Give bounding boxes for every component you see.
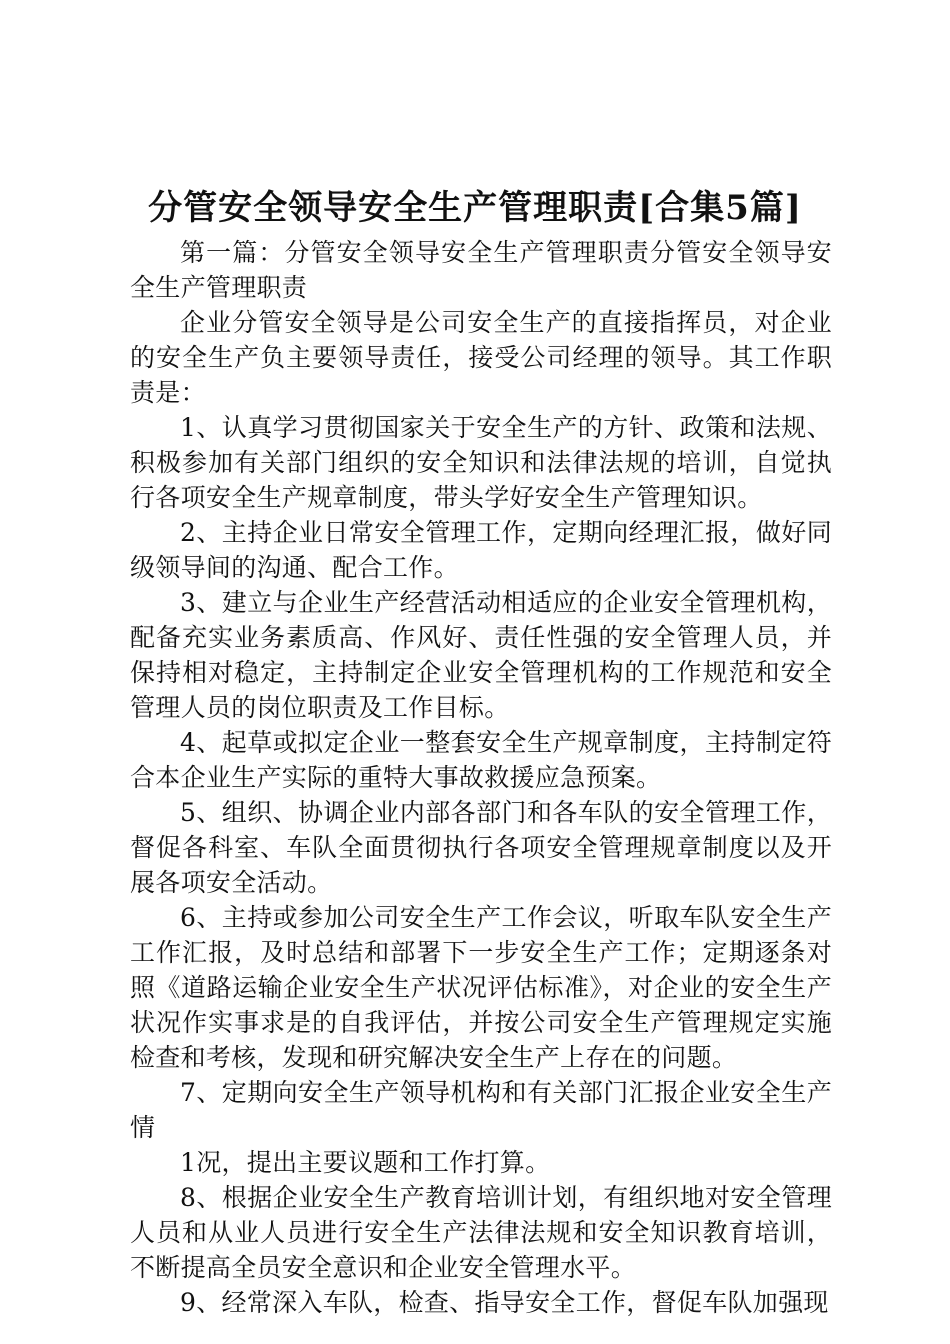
paragraph-item-7-continued: 1况，提出主要议题和工作打算。	[180, 1148, 551, 1177]
paragraph-item-4: 4、起草或拟定企业一整套安全生产规章制度，主持制定符合本企业生产实际的重特大事故救援应急预案。	[130, 728, 832, 792]
paragraph-item-2: 2、主持企业日常安全管理工作，定期向经理汇报，做好同级领导间的沟通、配合工作。	[130, 518, 832, 582]
paragraph-item-5: 5、组织、协调企业内部各部门和各车队的安全管理工作，督促各科室、车队全面贯彻执行各项安全管理规章制度以及开展各项安全活动。	[130, 798, 832, 897]
document-body	[130, 235, 832, 1320]
paragraph-intro: 企业分管安全领导是公司安全生产的直接指挥员，对企业的安全生产负主要领导责任，接受公司经理的领导。其工作职责是：	[130, 308, 832, 407]
paragraph-item-7: 7、定期向安全生产领导机构和有关部门汇报企业安全生产情	[130, 1078, 832, 1142]
paragraph-item-3: 3、建立与企业生产经营活动相适应的企业安全管理机构，配备充实业务素质高、作风好、责任性强的安全管理人员，并保持相对稳定，主持制定企业安全管理机构的工作规范和安全管理人员的岗位职责及工作目标。	[130, 588, 832, 722]
paragraph-item-8: 8、根据企业安全生产教育培训计划，有组织地对安全管理人员和从业人员进行安全生产法律法规和安全知识教育培训，不断提高全员安全意识和企业安全管理水平。	[130, 1183, 832, 1282]
paragraph-item-6: 6、主持或参加公司安全生产工作会议，听取车队安全生产工作汇报，及时总结和部署下一步安全生产工作；定期逐条对照《道路运输企业安全生产状况评估标准》，对企业的安全生产状况作实事求是的自我评估，并按公司安全生产管理规定实施检查和考核，发现和研究解决安全生产上存在的问题。	[130, 903, 832, 1072]
paragraph-chapter-heading: 第一篇：分管安全领导安全生产管理职责分管安全领导安全生产管理职责	[130, 238, 832, 302]
paragraph-item-9: 9、经常深入车队，检查、指导安全工作，督促车队加强现	[180, 1288, 829, 1317]
paragraph-item-1: 1、认真学习贯彻国家关于安全生产的方针、政策和法规、积极参加有关部门组织的安全知识和法律法规的培训，自觉执行各项安全生产规章制度，带头学好安全生产管理知识。	[130, 413, 832, 512]
document-title: 分管安全领导安全生产管理职责[合集5篇]	[148, 188, 802, 228]
